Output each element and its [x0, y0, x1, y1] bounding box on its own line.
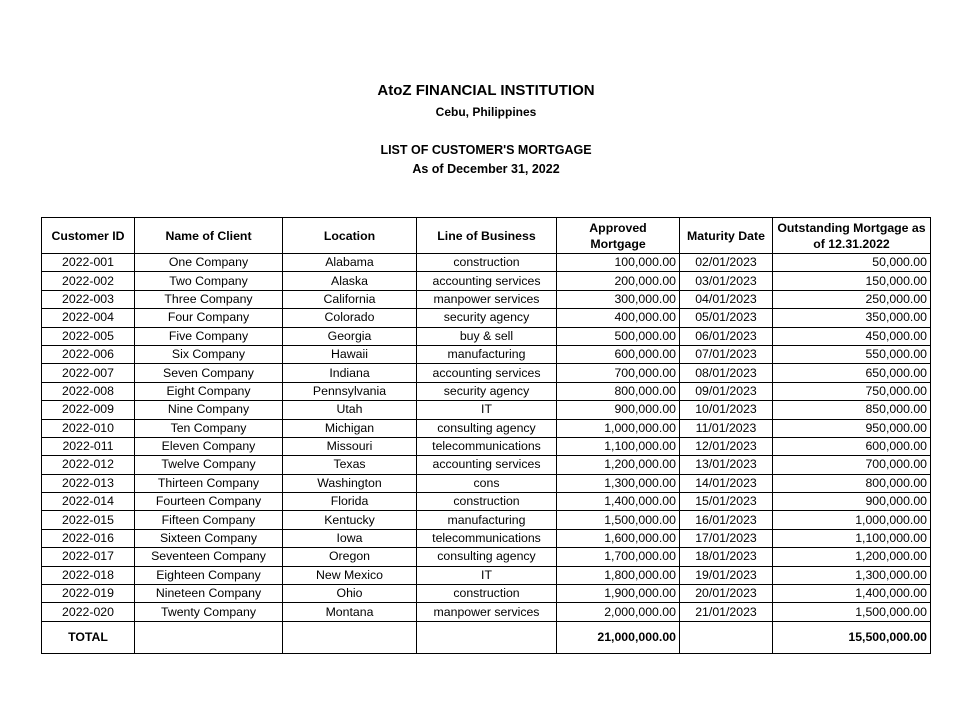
table-cell: accounting services [417, 456, 557, 474]
table-cell: 07/01/2023 [680, 345, 773, 363]
table-cell: Thirteen Company [135, 474, 283, 492]
table-cell: 19/01/2023 [680, 566, 773, 584]
table-cell: 1,100,000.00 [557, 437, 680, 455]
table-cell: Michigan [283, 419, 417, 437]
column-header: Customer ID [42, 218, 135, 254]
table-cell: 100,000.00 [557, 254, 680, 272]
table-cell: 03/01/2023 [680, 272, 773, 290]
table-cell: Montana [283, 603, 417, 621]
table-cell: construction [417, 585, 557, 603]
table-cell: cons [417, 474, 557, 492]
table-cell: One Company [135, 254, 283, 272]
table-cell: 350,000.00 [773, 309, 931, 327]
table-cell: 17/01/2023 [680, 529, 773, 547]
table-cell: Alabama [283, 254, 417, 272]
table-cell: Fifteen Company [135, 511, 283, 529]
table-row [42, 474, 931, 492]
table-cell: 16/01/2023 [680, 511, 773, 529]
table-cell: 850,000.00 [773, 401, 931, 419]
table-cell: 2022-003 [42, 290, 135, 308]
table-cell: Texas [283, 456, 417, 474]
table-cell: 2022-008 [42, 382, 135, 400]
table-row [42, 437, 931, 455]
total-cell: 21,000,000.00 [557, 621, 680, 653]
table-cell: accounting services [417, 364, 557, 382]
table-cell: 2022-016 [42, 529, 135, 547]
table-cell: 2022-017 [42, 548, 135, 566]
table-cell: Colorado [283, 309, 417, 327]
table-cell: Indiana [283, 364, 417, 382]
table-cell: 900,000.00 [773, 493, 931, 511]
table-cell: California [283, 290, 417, 308]
report-date: As of December 31, 2022 [412, 162, 560, 176]
table-cell: 700,000.00 [557, 364, 680, 382]
table-cell: 04/01/2023 [680, 290, 773, 308]
table-cell: Alaska [283, 272, 417, 290]
column-header: Approved Mortgage [557, 218, 680, 254]
table-cell: manpower services [417, 290, 557, 308]
table-cell: 800,000.00 [557, 382, 680, 400]
table-row [42, 364, 931, 382]
table-row [42, 382, 931, 400]
header-row [42, 218, 931, 254]
table-cell: Two Company [135, 272, 283, 290]
table-row [42, 290, 931, 308]
table-row [42, 585, 931, 603]
table-row [42, 254, 931, 272]
table-cell: 2022-004 [42, 309, 135, 327]
table-cell: 2,000,000.00 [557, 603, 680, 621]
table-cell: Three Company [135, 290, 283, 308]
table-cell: 450,000.00 [773, 327, 931, 345]
table-cell: 2022-006 [42, 345, 135, 363]
table-cell: 1,400,000.00 [773, 585, 931, 603]
mortgage-table [41, 217, 931, 654]
table-cell: 1,000,000.00 [557, 419, 680, 437]
table-cell: manpower services [417, 603, 557, 621]
table-cell: 1,000,000.00 [773, 511, 931, 529]
table-cell: 05/01/2023 [680, 309, 773, 327]
table-row [42, 548, 931, 566]
total-row [42, 621, 931, 653]
table-cell: 1,700,000.00 [557, 548, 680, 566]
table-cell: Fourteen Company [135, 493, 283, 511]
table-cell: Twelve Company [135, 456, 283, 474]
table-cell: 2022-015 [42, 511, 135, 529]
table-row [42, 272, 931, 290]
table-cell: Florida [283, 493, 417, 511]
table-cell: 950,000.00 [773, 419, 931, 437]
report-title: LIST OF CUSTOMER'S MORTGAGE [380, 143, 592, 157]
table-cell: 1,500,000.00 [773, 603, 931, 621]
table-cell: Iowa [283, 529, 417, 547]
table-cell: Four Company [135, 309, 283, 327]
table-cell: 1,300,000.00 [773, 566, 931, 584]
table-cell: 400,000.00 [557, 309, 680, 327]
table-cell: 1,900,000.00 [557, 585, 680, 603]
table-cell: 2022-007 [42, 364, 135, 382]
table-cell: 2022-013 [42, 474, 135, 492]
table-cell: Ten Company [135, 419, 283, 437]
table-cell: security agency [417, 382, 557, 400]
table-cell: 2022-011 [42, 437, 135, 455]
table-cell: Five Company [135, 327, 283, 345]
table-cell: Twenty Company [135, 603, 283, 621]
table-cell: Kentucky [283, 511, 417, 529]
table-cell: 800,000.00 [773, 474, 931, 492]
table-cell: 10/01/2023 [680, 401, 773, 419]
table-row [42, 345, 931, 363]
table-cell: buy & sell [417, 327, 557, 345]
table-cell: security agency [417, 309, 557, 327]
table-cell: Eleven Company [135, 437, 283, 455]
table-row [42, 401, 931, 419]
table-cell: 300,000.00 [557, 290, 680, 308]
table-cell: 2022-002 [42, 272, 135, 290]
table-cell: 2022-010 [42, 419, 135, 437]
table-cell: 12/01/2023 [680, 437, 773, 455]
table-cell: telecommunications [417, 437, 557, 455]
table-cell: Ohio [283, 585, 417, 603]
table-cell: 1,400,000.00 [557, 493, 680, 511]
table-cell: 1,500,000.00 [557, 511, 680, 529]
table-cell: IT [417, 566, 557, 584]
table-cell: New Mexico [283, 566, 417, 584]
table-cell: Washington [283, 474, 417, 492]
table-cell: 1,800,000.00 [557, 566, 680, 584]
column-header: Location [283, 218, 417, 254]
table-cell: construction [417, 493, 557, 511]
table-cell: 600,000.00 [773, 437, 931, 455]
table-cell: 2022-018 [42, 566, 135, 584]
table-cell: Seven Company [135, 364, 283, 382]
table-cell: IT [417, 401, 557, 419]
total-label: TOTAL [42, 621, 135, 653]
table-cell: 18/01/2023 [680, 548, 773, 566]
table-cell: 200,000.00 [557, 272, 680, 290]
table-cell: Pennsylvania [283, 382, 417, 400]
table-cell: 2022-009 [42, 401, 135, 419]
table-row [42, 566, 931, 584]
table-cell: 1,100,000.00 [773, 529, 931, 547]
table-row [42, 309, 931, 327]
table-row [42, 419, 931, 437]
table-cell: Utah [283, 401, 417, 419]
table-cell: 1,600,000.00 [557, 529, 680, 547]
table-row [42, 529, 931, 547]
table-cell: Six Company [135, 345, 283, 363]
table-cell: accounting services [417, 272, 557, 290]
table-cell: 09/01/2023 [680, 382, 773, 400]
table-row [42, 493, 931, 511]
table-cell: 2022-005 [42, 327, 135, 345]
total-cell [417, 621, 557, 653]
total-cell [283, 621, 417, 653]
table-row [42, 327, 931, 345]
table-cell: consulting agency [417, 548, 557, 566]
table-cell: 08/01/2023 [680, 364, 773, 382]
table-cell: 250,000.00 [773, 290, 931, 308]
table-cell: 600,000.00 [557, 345, 680, 363]
table-row [42, 456, 931, 474]
table-cell: Oregon [283, 548, 417, 566]
table-cell: 1,200,000.00 [773, 548, 931, 566]
table-cell: manufacturing [417, 511, 557, 529]
total-cell: 15,500,000.00 [773, 621, 931, 653]
table-cell: 06/01/2023 [680, 327, 773, 345]
column-header: Maturity Date [680, 218, 773, 254]
table-cell: 20/01/2023 [680, 585, 773, 603]
table-cell: Sixteen Company [135, 529, 283, 547]
table-cell: 50,000.00 [773, 254, 931, 272]
total-cell [135, 621, 283, 653]
table-cell: 650,000.00 [773, 364, 931, 382]
table-cell: 1,200,000.00 [557, 456, 680, 474]
table-row [42, 511, 931, 529]
table-row [42, 603, 931, 621]
table-cell: 500,000.00 [557, 327, 680, 345]
column-header: Line of Business [417, 218, 557, 254]
table-cell: Seventeen Company [135, 548, 283, 566]
table-cell: 550,000.00 [773, 345, 931, 363]
table-cell: 14/01/2023 [680, 474, 773, 492]
column-header: Name of Client [135, 218, 283, 254]
institution-location: Cebu, Philippines [435, 105, 537, 119]
table-cell: 11/01/2023 [680, 419, 773, 437]
table-cell: telecommunications [417, 529, 557, 547]
table-cell: 2022-012 [42, 456, 135, 474]
table-cell: 02/01/2023 [680, 254, 773, 272]
table-cell: 2022-014 [42, 493, 135, 511]
table-cell: 700,000.00 [773, 456, 931, 474]
table-cell: 13/01/2023 [680, 456, 773, 474]
table-cell: manufacturing [417, 345, 557, 363]
table-cell: 15/01/2023 [680, 493, 773, 511]
table-cell: 750,000.00 [773, 382, 931, 400]
table-cell: 2022-019 [42, 585, 135, 603]
column-header: Outstanding Mortgage as of 12.31.2022 [773, 218, 931, 254]
table-cell: Missouri [283, 437, 417, 455]
table-cell: Nineteen Company [135, 585, 283, 603]
table-cell: Georgia [283, 327, 417, 345]
table-cell: 900,000.00 [557, 401, 680, 419]
table-cell: consulting agency [417, 419, 557, 437]
table-cell: construction [417, 254, 557, 272]
table-cell: 150,000.00 [773, 272, 931, 290]
table-cell: 2022-001 [42, 254, 135, 272]
table-cell: Eighteen Company [135, 566, 283, 584]
table-cell: Nine Company [135, 401, 283, 419]
table-cell: 1,300,000.00 [557, 474, 680, 492]
total-cell [680, 621, 773, 653]
table-cell: Eight Company [135, 382, 283, 400]
table-cell: 2022-020 [42, 603, 135, 621]
table-cell: 21/01/2023 [680, 603, 773, 621]
table-cell: Hawaii [283, 345, 417, 363]
institution-name: AtoZ FINANCIAL INSTITUTION [377, 82, 595, 99]
